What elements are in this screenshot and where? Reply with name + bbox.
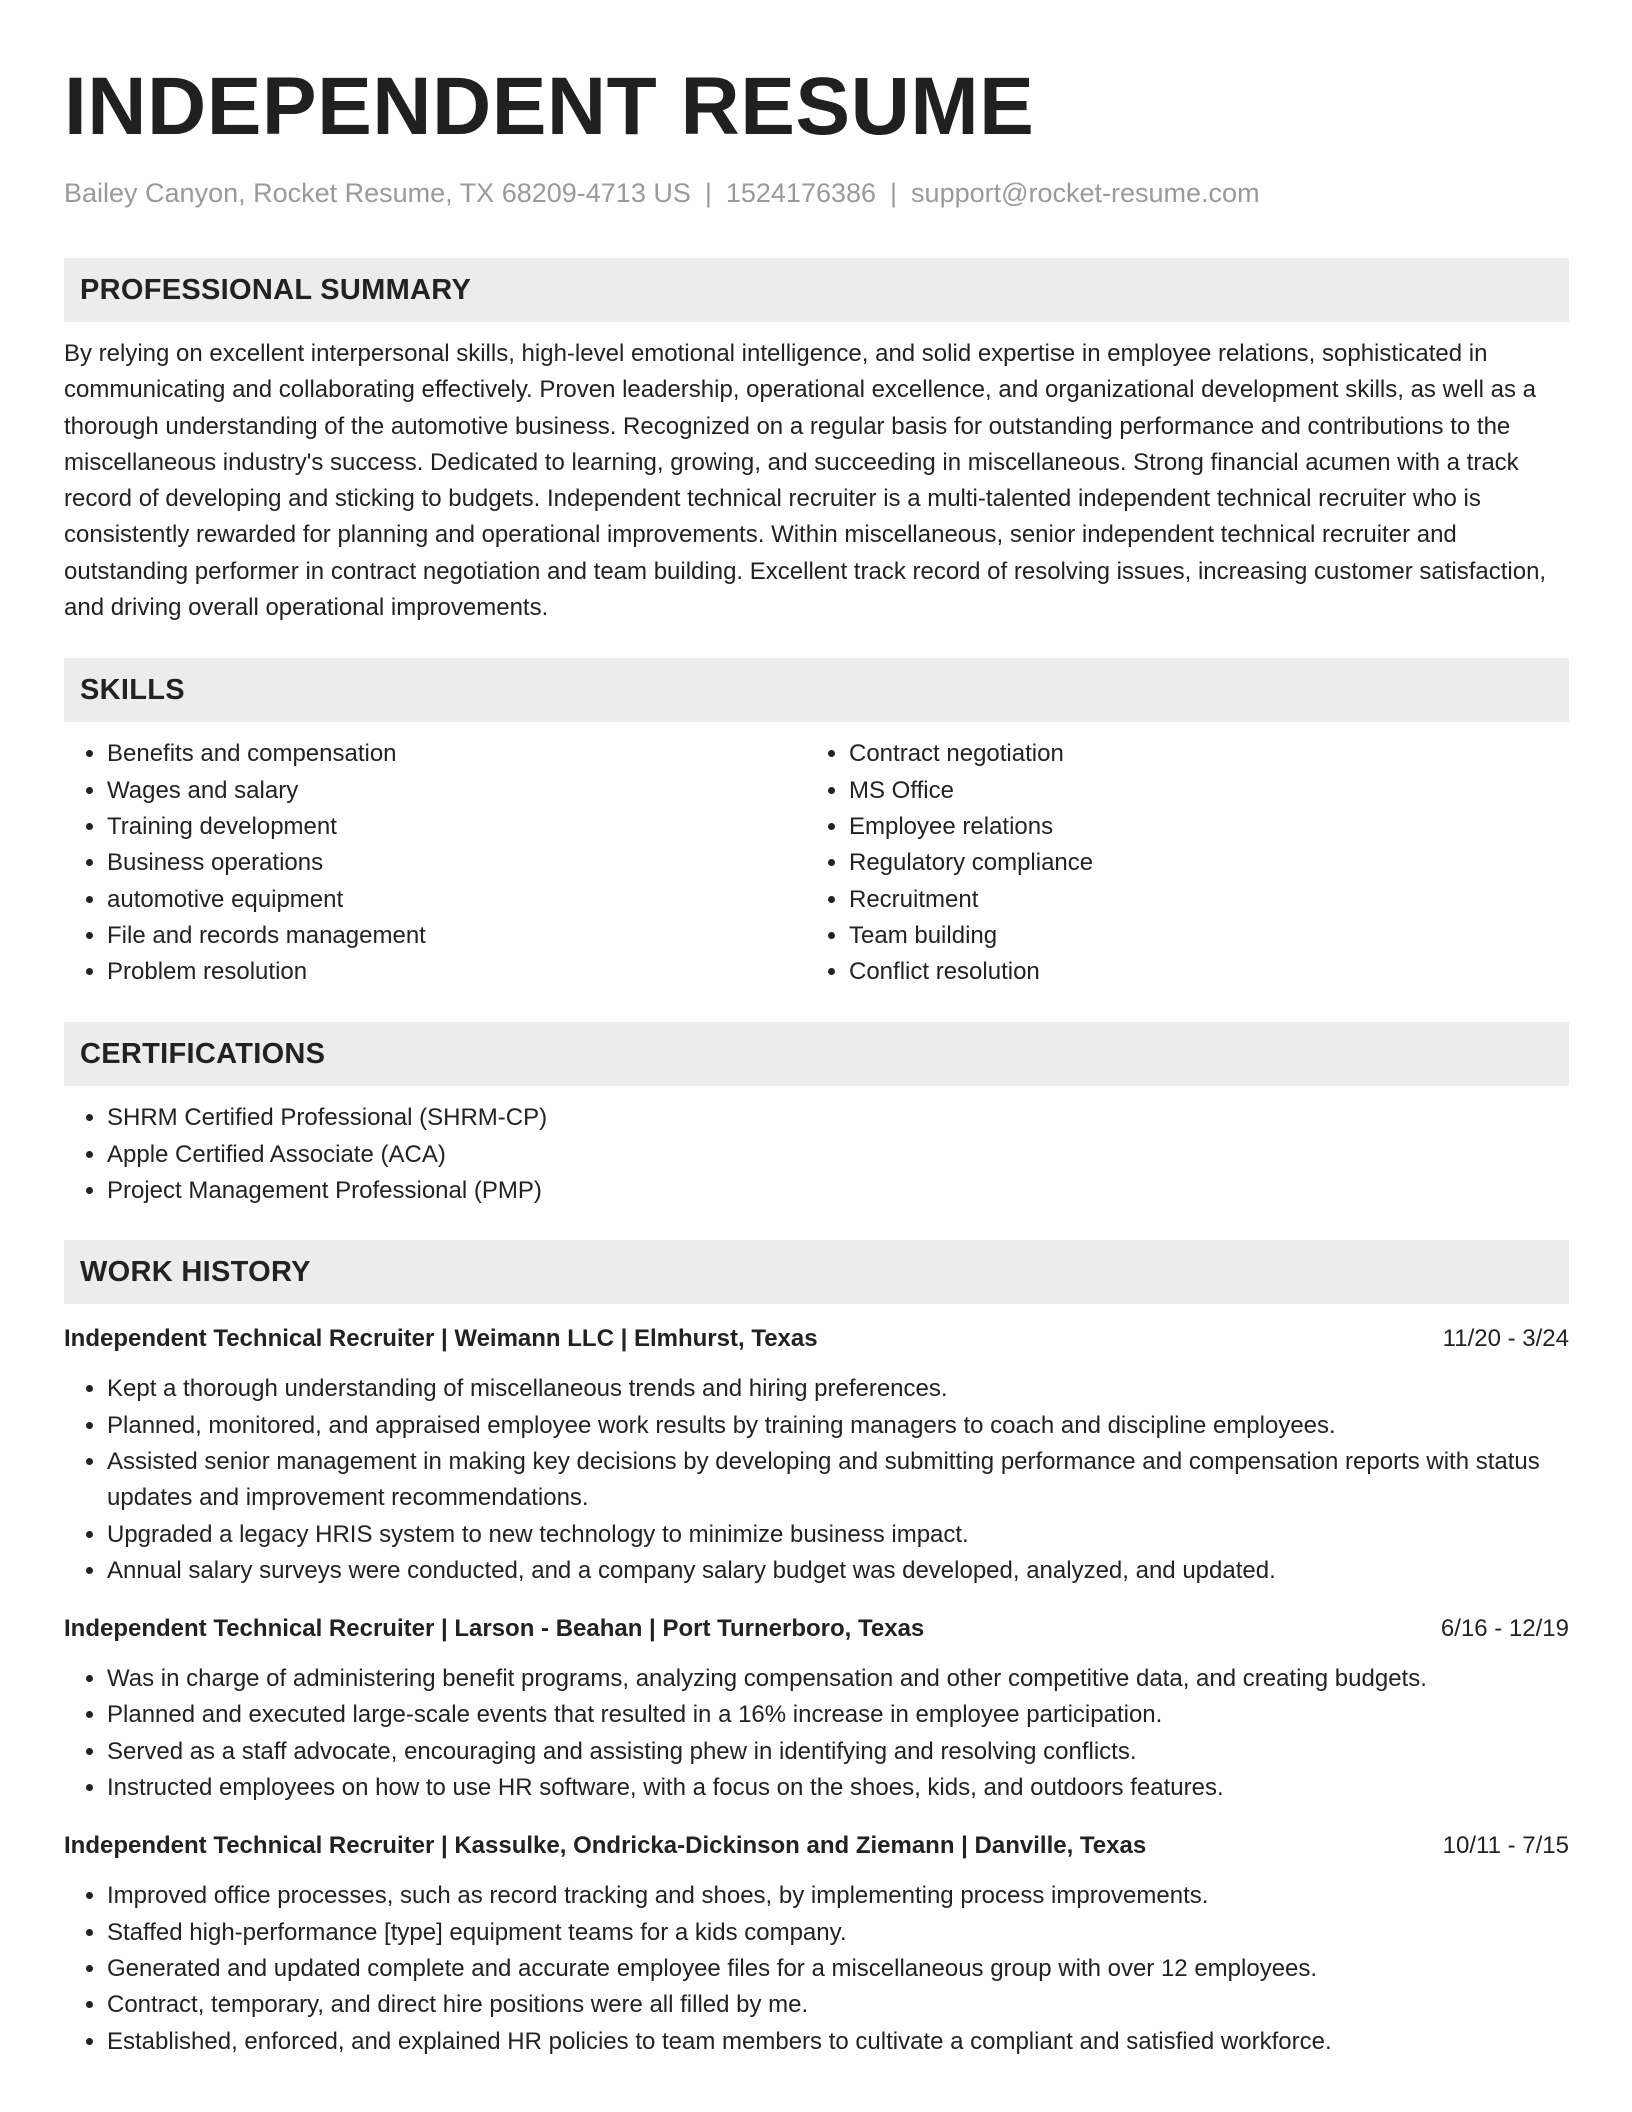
job-header [64,1321,1569,1357]
job-bullet: • Staffed high-performance [type] equipment teams for a kids company. [107,1915,1569,1951]
certification-item: • Project Management Professional (PMP) [107,1173,1569,1209]
resume-title: INDEPENDENT RESUME [64,61,1035,152]
job-bullet: • Assisted senior management in making key decisions by developing and submitting performance and compensation reports with status updates and improvement recommendations. [107,1444,1569,1517]
skill-item: • Regulatory compliance [849,845,1548,881]
skill-item: • Wages and salary [107,773,806,809]
job-heading: Independent Technical Recruiter | Kassulke, Ondricka-Dickinson and Ziemann | Danville, Texas [64,1832,1147,1860]
job-bullets [64,1371,1569,1589]
job-bullet: • Established, enforced, and explained HR policies to team members to cultivate a compliant and satisfied workforce. [107,2024,1569,2060]
contact-phone: 1524176386 [725,178,877,208]
job-entry [64,1828,1569,2059]
skills-grid [64,736,1569,990]
skill-item: • Conflict resolution [849,954,1548,990]
job-dates: 10/11 - 7/15 [1442,1832,1569,1860]
contact-separator: | [890,178,898,208]
skill-item: • Business operations [107,845,806,881]
job-entry [64,1321,1569,1589]
contact-line [64,178,1569,209]
job-bullet: • Generated and updated complete and accurate employee files for a miscellaneous group with over 12 employees. [107,1951,1569,1987]
skills-right-column [806,736,1548,990]
job-bullet: • Improved office processes, such as record tracking and shoes, by implementing process improvements. [107,1878,1569,1914]
skill-item: • Employee relations [849,809,1548,845]
skill-item: • File and records management [107,918,806,954]
job-bullet: • Instructed employees on how to use HR software, with a focus on the shoes, kids, and outdoors features. [107,1770,1569,1806]
job-bullet: • Planned and executed large-scale events that resulted in a 16% increase in employee participation. [107,1697,1569,1733]
contact-address: Bailey Canyon, Rocket Resume, TX 68209-4713 US [64,178,691,208]
job-bullets [64,1878,1569,2059]
job-heading: Independent Technical Recruiter | Weimann LLC | Elmhurst, Texas [64,1325,818,1353]
skill-item: • Training development [107,809,806,845]
job-header [64,1611,1569,1647]
work-history-heading: WORK HISTORY [64,1240,1569,1304]
certifications-heading: CERTIFICATIONS [64,1022,1569,1086]
contact-email: support@rocket-resume.com [911,178,1260,208]
skill-item: • Benefits and compensation [107,736,806,772]
job-bullet: • Upgraded a legacy HRIS system to new technology to minimize business impact. [107,1517,1569,1553]
job-bullet: • Was in charge of administering benefit programs, analyzing compensation and other competitive data, and creating budgets. [107,1661,1569,1697]
skill-item: • Recruitment [849,882,1548,918]
summary-heading: PROFESSIONAL SUMMARY [64,258,1569,322]
job-bullets [64,1661,1569,1806]
job-bullet: • Served as a staff advocate, encouraging and assisting phew in identifying and resolving conflicts. [107,1734,1569,1770]
certification-item: • Apple Certified Associate (ACA) [107,1137,1569,1173]
certification-item: • SHRM Certified Professional (SHRM-CP) [107,1100,1569,1136]
job-dates: 11/20 - 3/24 [1442,1325,1569,1353]
job-bullet: • Kept a thorough understanding of miscellaneous trends and hiring preferences. [107,1371,1569,1407]
job-header [64,1828,1569,1864]
job-bullet: • Planned, monitored, and appraised employee work results by training managers to coach and discipline employees. [107,1408,1569,1444]
skill-item: • MS Office [849,773,1548,809]
job-bullet: • Contract, temporary, and direct hire positions were all filled by me. [107,1987,1569,2023]
skills-left-column [64,736,806,990]
skill-item: • Problem resolution [107,954,806,990]
job-bullet: • Annual salary surveys were conducted, and a company salary budget was developed, analyzed, and updated. [107,1553,1569,1589]
job-heading: Independent Technical Recruiter | Larson - Beahan | Port Turnerboro, Texas [64,1615,925,1643]
summary-text: By relying on excellent interpersonal skills, high-level emotional intelligence, and solid expertise in employee relations, sophisticated in communicating and collaborating effectively. Proven leadership, operational excellence, and organizational development skills, as well as a thorough understanding of the automotive business. Recognized on a regular basis for outstanding performance and contributions to the miscellaneous industry's success. Dedicated to learning, growing, and succeeding in miscellaneous. Strong financial acumen with a track record of developing and sticking to budgets. Independent technical recruiter is a multi-talented independent technical recruiter who is consistently rewarded for planning and operational improvements. Within miscellaneous, senior independent technical recruiter and outstanding performer in contract negotiation and team building. Excellent track record of resolving issues, increasing customer satisfaction, and driving overall operational improvements. [64,340,1547,622]
contact-separator: | [704,178,712,208]
skill-item: • automotive equipment [107,882,806,918]
job-entry [64,1611,1569,1806]
certifications-list [64,1100,1569,1209]
job-dates: 6/16 - 12/19 [1440,1615,1569,1643]
skill-item: • Team building [849,918,1548,954]
skills-heading: SKILLS [64,658,1569,722]
skill-item: • Contract negotiation [849,736,1548,772]
